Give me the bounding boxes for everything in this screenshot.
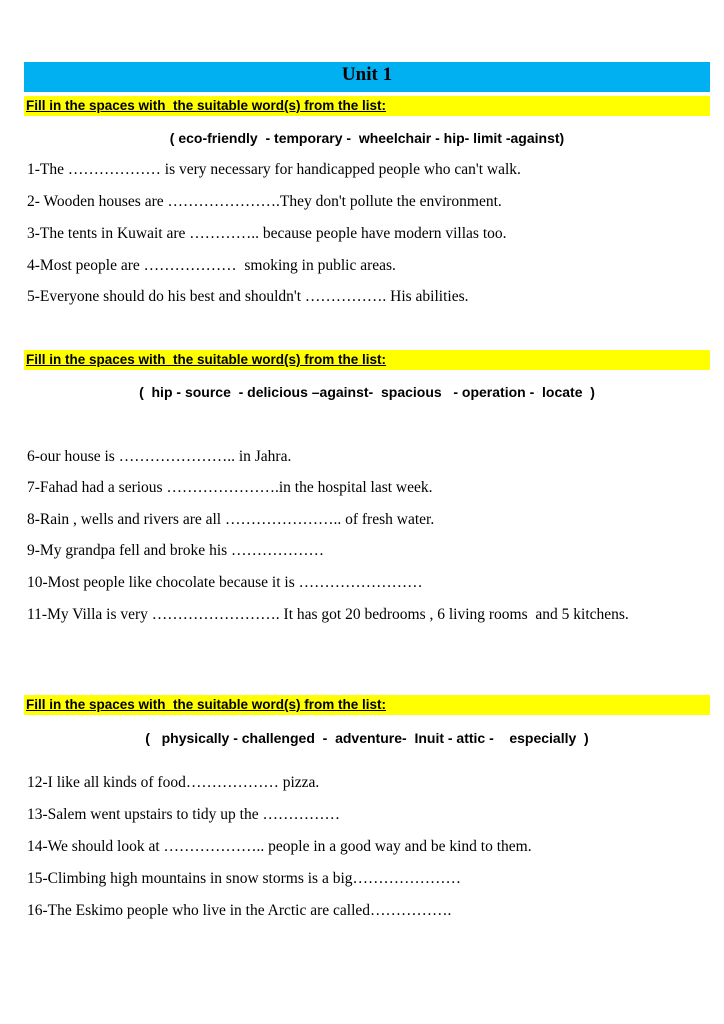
question-12: 12-I like all kinds of food……………… pizza.	[27, 774, 320, 791]
section-2-word-list: ( hip - source - delicious –against- spacious - operation - locate )	[139, 384, 595, 400]
question-15: 15-Climbing high mountains in snow storms is a big…………………	[27, 870, 462, 887]
section-3-word-list: ( physically - challenged - adventure- Inuit - attic - especially )	[145, 730, 589, 746]
question-13: 13-Salem went upstairs to tidy up the ……………	[27, 806, 340, 823]
unit-title: Unit 1	[24, 62, 710, 92]
question-3: 3-The tents in Kuwait are ………….. because people have modern villas too.	[27, 225, 507, 242]
section-2-instruction: Fill in the spaces with the suitable word(s) from the list:	[24, 350, 710, 370]
question-11: 11-My Villa is very ……………………. It has got 20 bedrooms , 6 living rooms and 5 kitchens.	[27, 606, 629, 623]
question-1: 1-The ……………… is very necessary for handicapped people who can't walk.	[27, 161, 521, 178]
section-1-word-list: ( eco-friendly - temporary - wheelchair - hip- limit -against)	[169, 130, 565, 146]
question-9: 9-My grandpa fell and broke his ………………	[27, 542, 325, 559]
section-1-instruction: Fill in the spaces with the suitable word(s) from the list:	[24, 96, 710, 116]
question-8: 8-Rain , wells and rivers are all ………………….. of fresh water.	[27, 511, 435, 528]
question-5: 5-Everyone should do his best and shouldn't ……………. His abilities.	[27, 288, 469, 305]
question-6: 6-our house is ………………….. in Jahra.	[27, 448, 292, 465]
question-4: 4-Most people are ……………… smoking in public areas.	[27, 257, 396, 274]
section-3-instruction: Fill in the spaces with the suitable word(s) from the list:	[24, 695, 710, 715]
question-14: 14-We should look at ……………….. people in a good way and be kind to them.	[27, 838, 532, 855]
question-2: 2- Wooden houses are ………………….They don't pollute the environment.	[27, 193, 502, 210]
question-10: 10-Most people like chocolate because it is ……………………	[27, 574, 423, 591]
question-7: 7-Fahad had a serious ………………….in the hospital last week.	[27, 479, 433, 496]
question-16: 16-The Eskimo people who live in the Arctic are called…………….	[27, 902, 452, 919]
